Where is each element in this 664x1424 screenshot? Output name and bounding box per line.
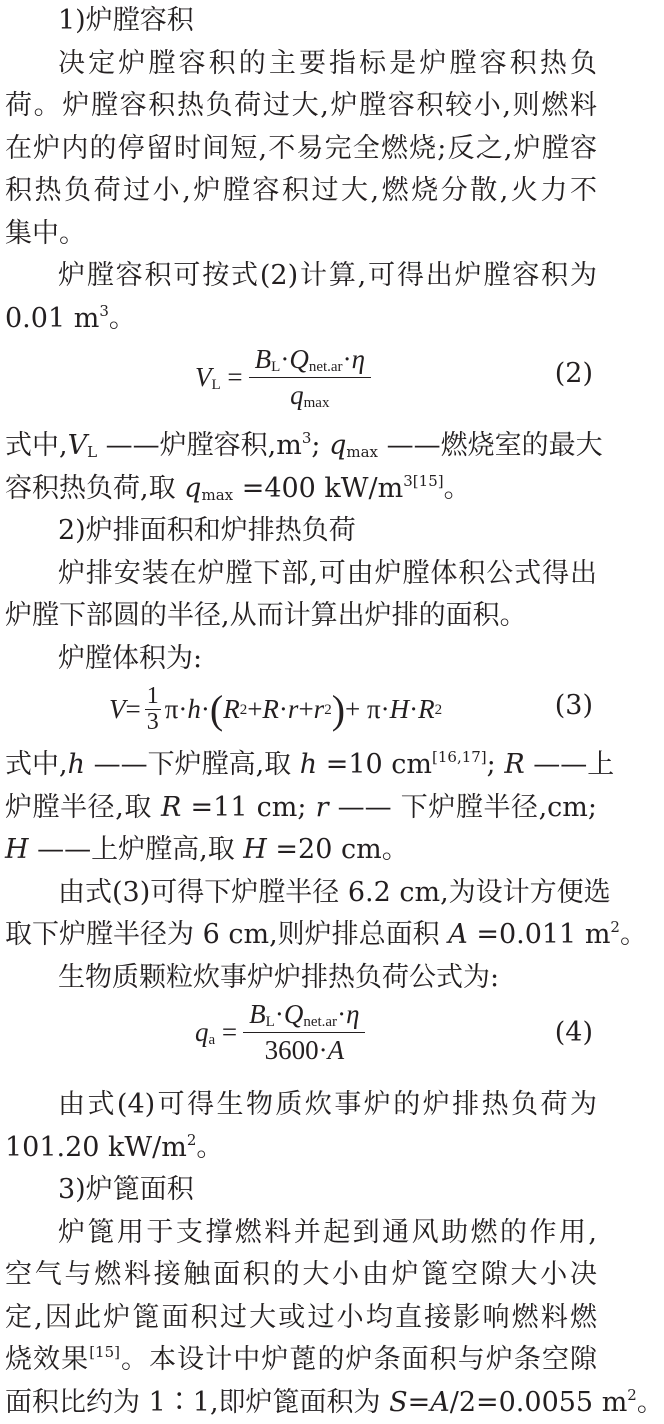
subscript: L	[266, 1014, 275, 1030]
equation-lhs	[195, 362, 243, 393]
citation: [16,17]	[432, 748, 487, 766]
text-run: =400 kW/m	[233, 473, 403, 504]
equation-3	[5, 680, 597, 744]
var-R: R	[418, 694, 435, 725]
text-run: 。本设计中炉蓖的炉条面积与炉条空隙	[120, 1344, 597, 1375]
paragraph-line: 荷。炉膛容积热负荷过大,炉膛容积较小,则燃料	[5, 85, 597, 128]
var-R: R	[504, 749, 524, 780]
paragraph-line: 决定炉膛容积的主要指标是炉膛容积热负	[5, 43, 597, 86]
numerator	[243, 999, 365, 1033]
var-q: q	[184, 473, 201, 504]
citation: 3[15]	[403, 472, 443, 490]
equation-lhs	[195, 1017, 237, 1048]
subscript: L	[87, 443, 97, 461]
var-R: R	[262, 694, 279, 725]
dot: ·	[201, 694, 210, 725]
paragraph-line: 炉篦用于支撑燃料并起到通风助燃的作用,	[5, 1212, 597, 1255]
paragraph-line: 炉排安装在炉膛下部,可由炉膛体积公式得出	[5, 553, 597, 596]
subscript: max	[304, 395, 330, 411]
text-run: /2=0.0055 m	[450, 1387, 628, 1418]
section-heading-grate-area: 2)炉排面积和炉排热负荷	[5, 510, 597, 553]
paragraph-line	[5, 1382, 597, 1424]
var-h: h	[187, 694, 201, 725]
plus: +	[247, 694, 262, 725]
paragraph-line: 集中。	[5, 213, 597, 256]
text-run: ;	[487, 749, 505, 780]
paragraph-line: 空气与燃料接触面积的大小由炉篦空隙大小决	[5, 1254, 597, 1297]
fraction-one-third	[145, 684, 161, 735]
text-run: ——下炉膛高,取	[85, 749, 300, 780]
text-run: ——上	[525, 749, 615, 780]
var-V: V	[68, 430, 88, 461]
var-H: H	[390, 694, 410, 725]
var-A: A	[430, 1387, 450, 1418]
plus: +	[298, 694, 313, 725]
text-run: —— 下炉膛半径,cm;	[329, 792, 597, 823]
var-eta: η	[346, 999, 359, 1029]
dot: ·	[275, 999, 284, 1029]
var-Q: Q	[289, 344, 309, 374]
paragraph-line: 在炉内的停留时间短,不易完全燃烧;反之,炉膛容	[5, 128, 597, 171]
definition-line	[5, 468, 597, 511]
text-run: =10 cm	[317, 749, 432, 780]
var-r: r	[288, 694, 299, 725]
text-run: 。	[196, 1132, 223, 1163]
text-run: ——燃烧室的最大	[378, 430, 603, 461]
var-q: q	[290, 380, 304, 410]
text-run: 容积热负荷,取	[5, 473, 184, 504]
plus-pi: + π·	[345, 694, 390, 725]
superscript: 3	[302, 429, 312, 447]
var-H: H	[243, 834, 267, 865]
var-Q: Q	[284, 999, 304, 1029]
subscript: max	[201, 486, 233, 504]
var-r: r	[314, 694, 325, 725]
text-run: =	[408, 1387, 431, 1418]
var-q: q	[195, 1017, 209, 1047]
subscript: max	[346, 443, 378, 461]
numerator	[249, 344, 371, 378]
paren-open: (	[210, 686, 223, 733]
text-run: 。	[109, 303, 136, 334]
equation-number: (2)	[555, 358, 593, 389]
dot: ·	[409, 694, 418, 725]
text-run: 0.01 m	[5, 303, 99, 334]
section-heading-furnace-volume: 1)炉膛容积	[5, 0, 597, 43]
equation-number: (4)	[555, 1017, 593, 1048]
paragraph-line: 由式(4)可得生物质炊事炉的炉排热负荷为	[5, 1084, 597, 1127]
numerator: 1	[145, 684, 161, 710]
var-A: A	[448, 919, 468, 950]
superscript: 3	[99, 302, 109, 320]
subscript: net.ar	[303, 1014, 337, 1030]
paragraph-line: 炉膛下部圆的半径,从而计算出炉排的面积。	[5, 595, 597, 638]
dot: ·	[280, 344, 289, 374]
text-run: ——炉膛容积,m	[97, 430, 302, 461]
paragraph-line	[5, 1127, 597, 1170]
text-run: 。	[444, 473, 471, 504]
text-run: 炉膛半径,取	[5, 792, 161, 823]
text-run: 。	[620, 919, 647, 950]
subscript: net.ar	[309, 359, 343, 375]
var-S: S	[389, 1387, 408, 1418]
paragraph-line	[5, 1339, 597, 1382]
text-run: 面积比约为 1∶1,即炉篦面积为	[5, 1387, 389, 1418]
var-B: B	[255, 344, 272, 374]
var-r: r	[316, 792, 329, 823]
superscript: 2	[187, 1131, 197, 1149]
var-B: B	[249, 999, 266, 1029]
equals: =	[221, 362, 243, 392]
fraction	[243, 999, 365, 1066]
subscript: L	[212, 377, 221, 393]
equation-3-body: V = $\frac{1}{3}$ π· h · ( R 2 + R · r + r 2 ) + π· H · R 2	[109, 684, 442, 735]
constant: 3600·	[265, 1035, 328, 1065]
var-eta: η	[352, 344, 365, 374]
var-R: R	[161, 792, 181, 823]
paragraph-line: 炉膛容积可按式(2)计算,可得出炉膛容积为	[5, 255, 597, 298]
denominator	[290, 378, 329, 411]
paragraph-line: 积热负荷过小,炉膛容积过大,燃烧分散,火力不	[5, 170, 597, 213]
citation: [15]	[89, 1343, 120, 1361]
var-H: H	[5, 834, 29, 865]
definition-line	[5, 744, 597, 787]
text-run: =20 cm。	[267, 834, 409, 865]
text-run: 取下炉膛半径为 6 cm,则炉排总面积	[5, 919, 448, 950]
text-run: =11 cm;	[181, 792, 315, 823]
dot: ·	[279, 694, 288, 725]
dot: ·	[337, 999, 346, 1029]
equation-4	[5, 999, 597, 1084]
denominator: 3	[147, 710, 159, 735]
var-V: V	[195, 362, 212, 392]
definition-line	[5, 787, 597, 830]
paragraph-line: 定,因此炉篦面积过大或过小均直接影响燃料燃	[5, 1297, 597, 1340]
pi: π·	[165, 694, 188, 725]
text-run: 101.20 kW/m	[5, 1132, 187, 1163]
equation-number: (3)	[555, 690, 593, 721]
var-h: h	[68, 749, 85, 780]
subscript: L	[271, 359, 280, 375]
paragraph-line: 炉膛体积为:	[5, 638, 597, 681]
text-run: 式中,	[5, 749, 68, 780]
text-run: 烧效果	[5, 1344, 89, 1375]
paragraph-line	[5, 298, 597, 341]
var-q: q	[329, 430, 346, 461]
equation-2	[5, 340, 597, 425]
denominator	[265, 1033, 345, 1066]
paren-close: )	[332, 686, 345, 733]
paragraph-line	[5, 914, 597, 957]
paragraph-line: 生物质颗粒炊事炉炉排热负荷公式为:	[5, 957, 597, 1000]
text-run: 式中,	[5, 430, 68, 461]
text-run: =0.011 m	[468, 919, 611, 950]
var-h: h	[300, 749, 317, 780]
equals: =	[126, 694, 141, 725]
definition-line	[5, 829, 597, 872]
var-A: A	[328, 1035, 345, 1065]
text-run: ;	[311, 430, 329, 461]
text-run: 。	[637, 1387, 664, 1418]
equation-4-body	[195, 999, 365, 1066]
subscript: a	[209, 1032, 216, 1048]
var-V: V	[109, 694, 126, 725]
section-heading-grate-bar-area: 3)炉篦面积	[5, 1169, 597, 1212]
definition-line	[5, 425, 597, 468]
text-run: ——上炉膛高,取	[29, 834, 244, 865]
superscript: 2	[610, 918, 620, 936]
equals: =	[215, 1017, 237, 1047]
paragraph-line: 由式(3)可得下炉膛半径 6.2 cm,为设计方便选	[5, 872, 597, 915]
var-R: R	[223, 694, 240, 725]
superscript: 2	[627, 1386, 637, 1404]
fraction	[249, 344, 371, 411]
dot: ·	[343, 344, 352, 374]
equation-2-body	[195, 344, 371, 411]
